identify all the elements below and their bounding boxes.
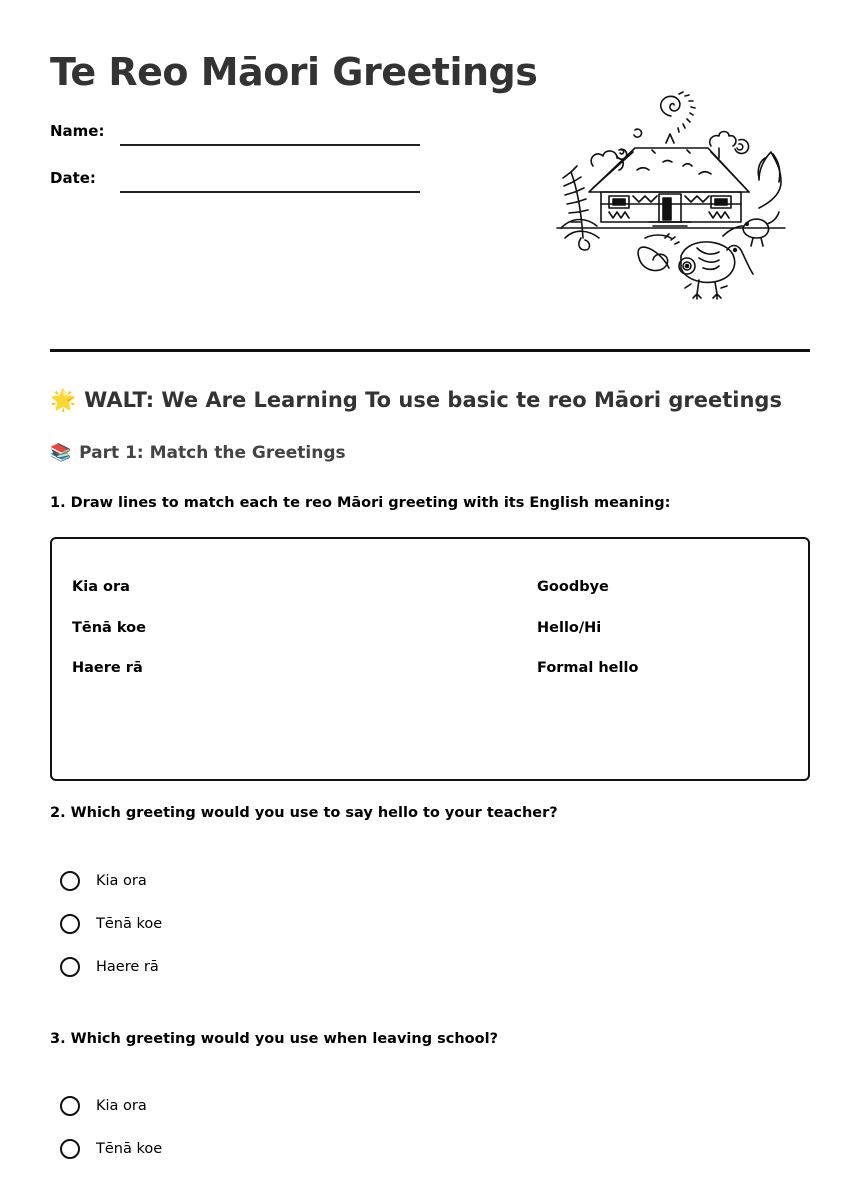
question-2-options xyxy=(60,869,162,998)
radio-button[interactable] xyxy=(60,1096,80,1116)
date-input[interactable] xyxy=(120,191,420,193)
option-label: Kia ora xyxy=(96,873,147,889)
marae-kiwi-illustration-icon xyxy=(553,88,793,308)
date-label: Date: xyxy=(50,169,96,187)
question-3-options xyxy=(60,1094,162,1180)
option-label: Tēnā koe xyxy=(96,916,163,932)
match-right-item[interactable]: Formal hello xyxy=(537,660,639,676)
option-label: Kia ora xyxy=(96,1098,147,1114)
walt-text: WALT: We Are Learning To use basic te reo Māori greetings xyxy=(84,388,782,412)
radio-button[interactable] xyxy=(60,871,80,891)
option-row[interactable] xyxy=(60,912,162,955)
option-row[interactable] xyxy=(60,869,162,912)
match-left-item[interactable]: Tēnā koe xyxy=(72,619,146,636)
name-label: Name: xyxy=(50,122,105,140)
part1-heading xyxy=(50,443,346,463)
name-input[interactable] xyxy=(120,144,420,146)
page-title: Te Reo Māori Greetings xyxy=(50,50,538,94)
name-field-row xyxy=(50,118,430,148)
match-right-item[interactable]: Hello/Hi xyxy=(537,619,602,636)
option-label: Tēnā koe xyxy=(96,1141,163,1157)
matching-box[interactable] xyxy=(50,537,810,781)
match-right-item[interactable]: Goodbye xyxy=(537,579,609,595)
books-icon: 📚 xyxy=(50,443,72,463)
question-3-text: 3. Which greeting would you use when leaving school? xyxy=(50,1031,498,1047)
part1-heading-text: Part 1: Match the Greetings xyxy=(79,443,346,463)
english-meanings-column xyxy=(537,579,638,701)
question-2-text: 2. Which greeting would you use to say hello to your teacher? xyxy=(50,805,558,821)
header-divider xyxy=(50,349,810,352)
radio-button[interactable] xyxy=(60,957,80,977)
option-row[interactable] xyxy=(60,1137,162,1180)
radio-button[interactable] xyxy=(60,1139,80,1159)
date-field-row xyxy=(50,165,430,195)
radio-button[interactable] xyxy=(60,914,80,934)
question-1-text: 1. Draw lines to match each te reo Māori greeting with its English meaning: xyxy=(50,495,671,511)
option-row[interactable] xyxy=(60,955,162,998)
option-row[interactable] xyxy=(60,1094,162,1137)
option-label: Haere rā xyxy=(96,959,159,975)
walt-heading xyxy=(50,388,782,413)
maori-greetings-column xyxy=(72,579,146,701)
match-left-item[interactable]: Haere rā xyxy=(72,660,143,676)
star-icon: 🌟 xyxy=(50,388,77,412)
match-left-item[interactable]: Kia ora xyxy=(72,579,130,595)
